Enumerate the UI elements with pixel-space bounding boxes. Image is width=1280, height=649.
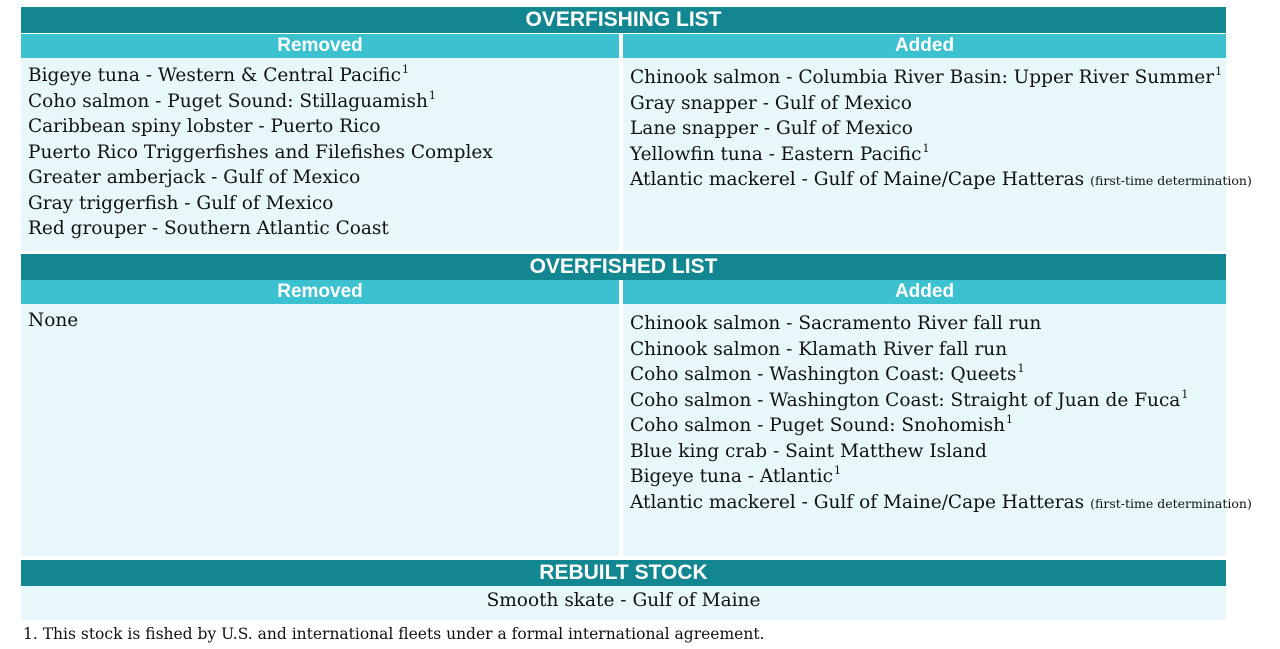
overfished-added-header: Added bbox=[623, 280, 1226, 304]
footnote-marker: 1 bbox=[1181, 387, 1189, 401]
list-item bbox=[630, 167, 1252, 193]
overfishing-list-header: OVERFISHING LIST bbox=[21, 7, 1226, 33]
list-item bbox=[28, 165, 619, 191]
stock-name: Caribbean spiny lobster - Puerto Rico bbox=[28, 116, 381, 137]
stock-name: Bigeye tuna - Western & Central Pacific bbox=[28, 65, 401, 86]
stock-name: Atlantic mackerel - Gulf of Maine/Cape Hatteras bbox=[630, 491, 1085, 513]
stock-name: Yellowfin tuna - Eastern Pacific bbox=[630, 143, 922, 165]
list-item bbox=[630, 65, 1226, 91]
overfished-removed-header: Removed bbox=[21, 280, 619, 304]
list-item bbox=[28, 89, 619, 115]
overfishing-removed-list bbox=[21, 58, 619, 251]
list-item bbox=[630, 413, 1226, 439]
list-item bbox=[630, 464, 1226, 490]
footnote-marker: 1 bbox=[401, 63, 409, 76]
list-item bbox=[630, 388, 1226, 414]
list-item bbox=[630, 91, 1226, 117]
footnote: 1. This stock is fished by U.S. and international fleets under a formal international agreement. bbox=[23, 625, 765, 643]
list-item bbox=[28, 63, 619, 89]
rebuilt-stock-item: Smooth skate - Gulf of Maine bbox=[486, 590, 761, 611]
determination-note: (first-time determination) bbox=[1090, 495, 1252, 511]
list-item bbox=[28, 140, 619, 166]
stock-name: Blue king crab - Saint Matthew Island bbox=[630, 440, 987, 462]
footnote-marker: 1 bbox=[922, 141, 930, 155]
overfished-list-header: OVERFISHED LIST bbox=[21, 254, 1226, 280]
list-item bbox=[28, 114, 619, 140]
footnote-marker: 1 bbox=[1017, 362, 1025, 375]
list-item bbox=[630, 311, 1226, 337]
list-item bbox=[28, 216, 619, 242]
stock-name: None bbox=[28, 310, 79, 331]
list-item bbox=[630, 362, 1226, 388]
stock-name: Atlantic mackerel - Gulf of Maine/Cape Hatteras bbox=[630, 169, 1085, 190]
stock-name: Chinook salmon - Klamath River fall run bbox=[630, 338, 1008, 360]
list-item bbox=[630, 337, 1226, 363]
rebuilt-stock-list bbox=[21, 586, 1226, 620]
list-item bbox=[630, 116, 1226, 142]
list-item bbox=[28, 308, 619, 334]
stock-name: Chinook salmon - Columbia River Basin: Upper River Summer bbox=[630, 67, 1215, 88]
stock-name: Puerto Rico Triggerfishes and Filefishes Complex bbox=[28, 141, 493, 163]
stock-name: Coho salmon - Washington Coast: Queets bbox=[630, 364, 1017, 385]
footnote-marker: 1 bbox=[1215, 65, 1223, 78]
stock-name: Greater amberjack - Gulf of Mexico bbox=[28, 167, 361, 188]
stock-name: Coho salmon - Puget Sound: Snohomish bbox=[630, 415, 1005, 436]
stock-name: Chinook salmon - Sacramento River fall run bbox=[630, 313, 1042, 334]
footnote-marker: 1 bbox=[1006, 413, 1013, 426]
list-item bbox=[630, 439, 1226, 465]
overfished-removed-list bbox=[21, 304, 619, 556]
list-item bbox=[28, 191, 619, 217]
stock-name: Red grouper - Southern Atlantic Coast bbox=[28, 218, 389, 239]
stock-name: Coho salmon - Washington Coast: Straight of Juan de Fuca bbox=[630, 389, 1181, 411]
stock-name: Coho salmon - Puget Sound: Stillaguamish bbox=[28, 90, 428, 112]
rebuilt-stock-header: REBUILT STOCK bbox=[21, 560, 1226, 586]
overfishing-removed-header: Removed bbox=[21, 34, 619, 58]
determination-note: (first-time determination) bbox=[1090, 173, 1252, 188]
stock-name: Lane snapper - Gulf of Mexico bbox=[630, 118, 913, 139]
overfished-added-list bbox=[623, 304, 1252, 556]
list-item bbox=[630, 490, 1252, 516]
footnote-marker: 1 bbox=[428, 88, 436, 102]
stock-name: Gray snapper - Gulf of Mexico bbox=[630, 92, 912, 114]
overfishing-added-header: Added bbox=[623, 34, 1226, 58]
footnote-marker: 1 bbox=[833, 464, 841, 477]
stock-name: Gray triggerfish - Gulf of Mexico bbox=[28, 192, 334, 214]
stock-name: Bigeye tuna - Atlantic bbox=[630, 466, 833, 487]
overfishing-added-list bbox=[623, 58, 1252, 251]
list-item bbox=[630, 142, 1226, 168]
